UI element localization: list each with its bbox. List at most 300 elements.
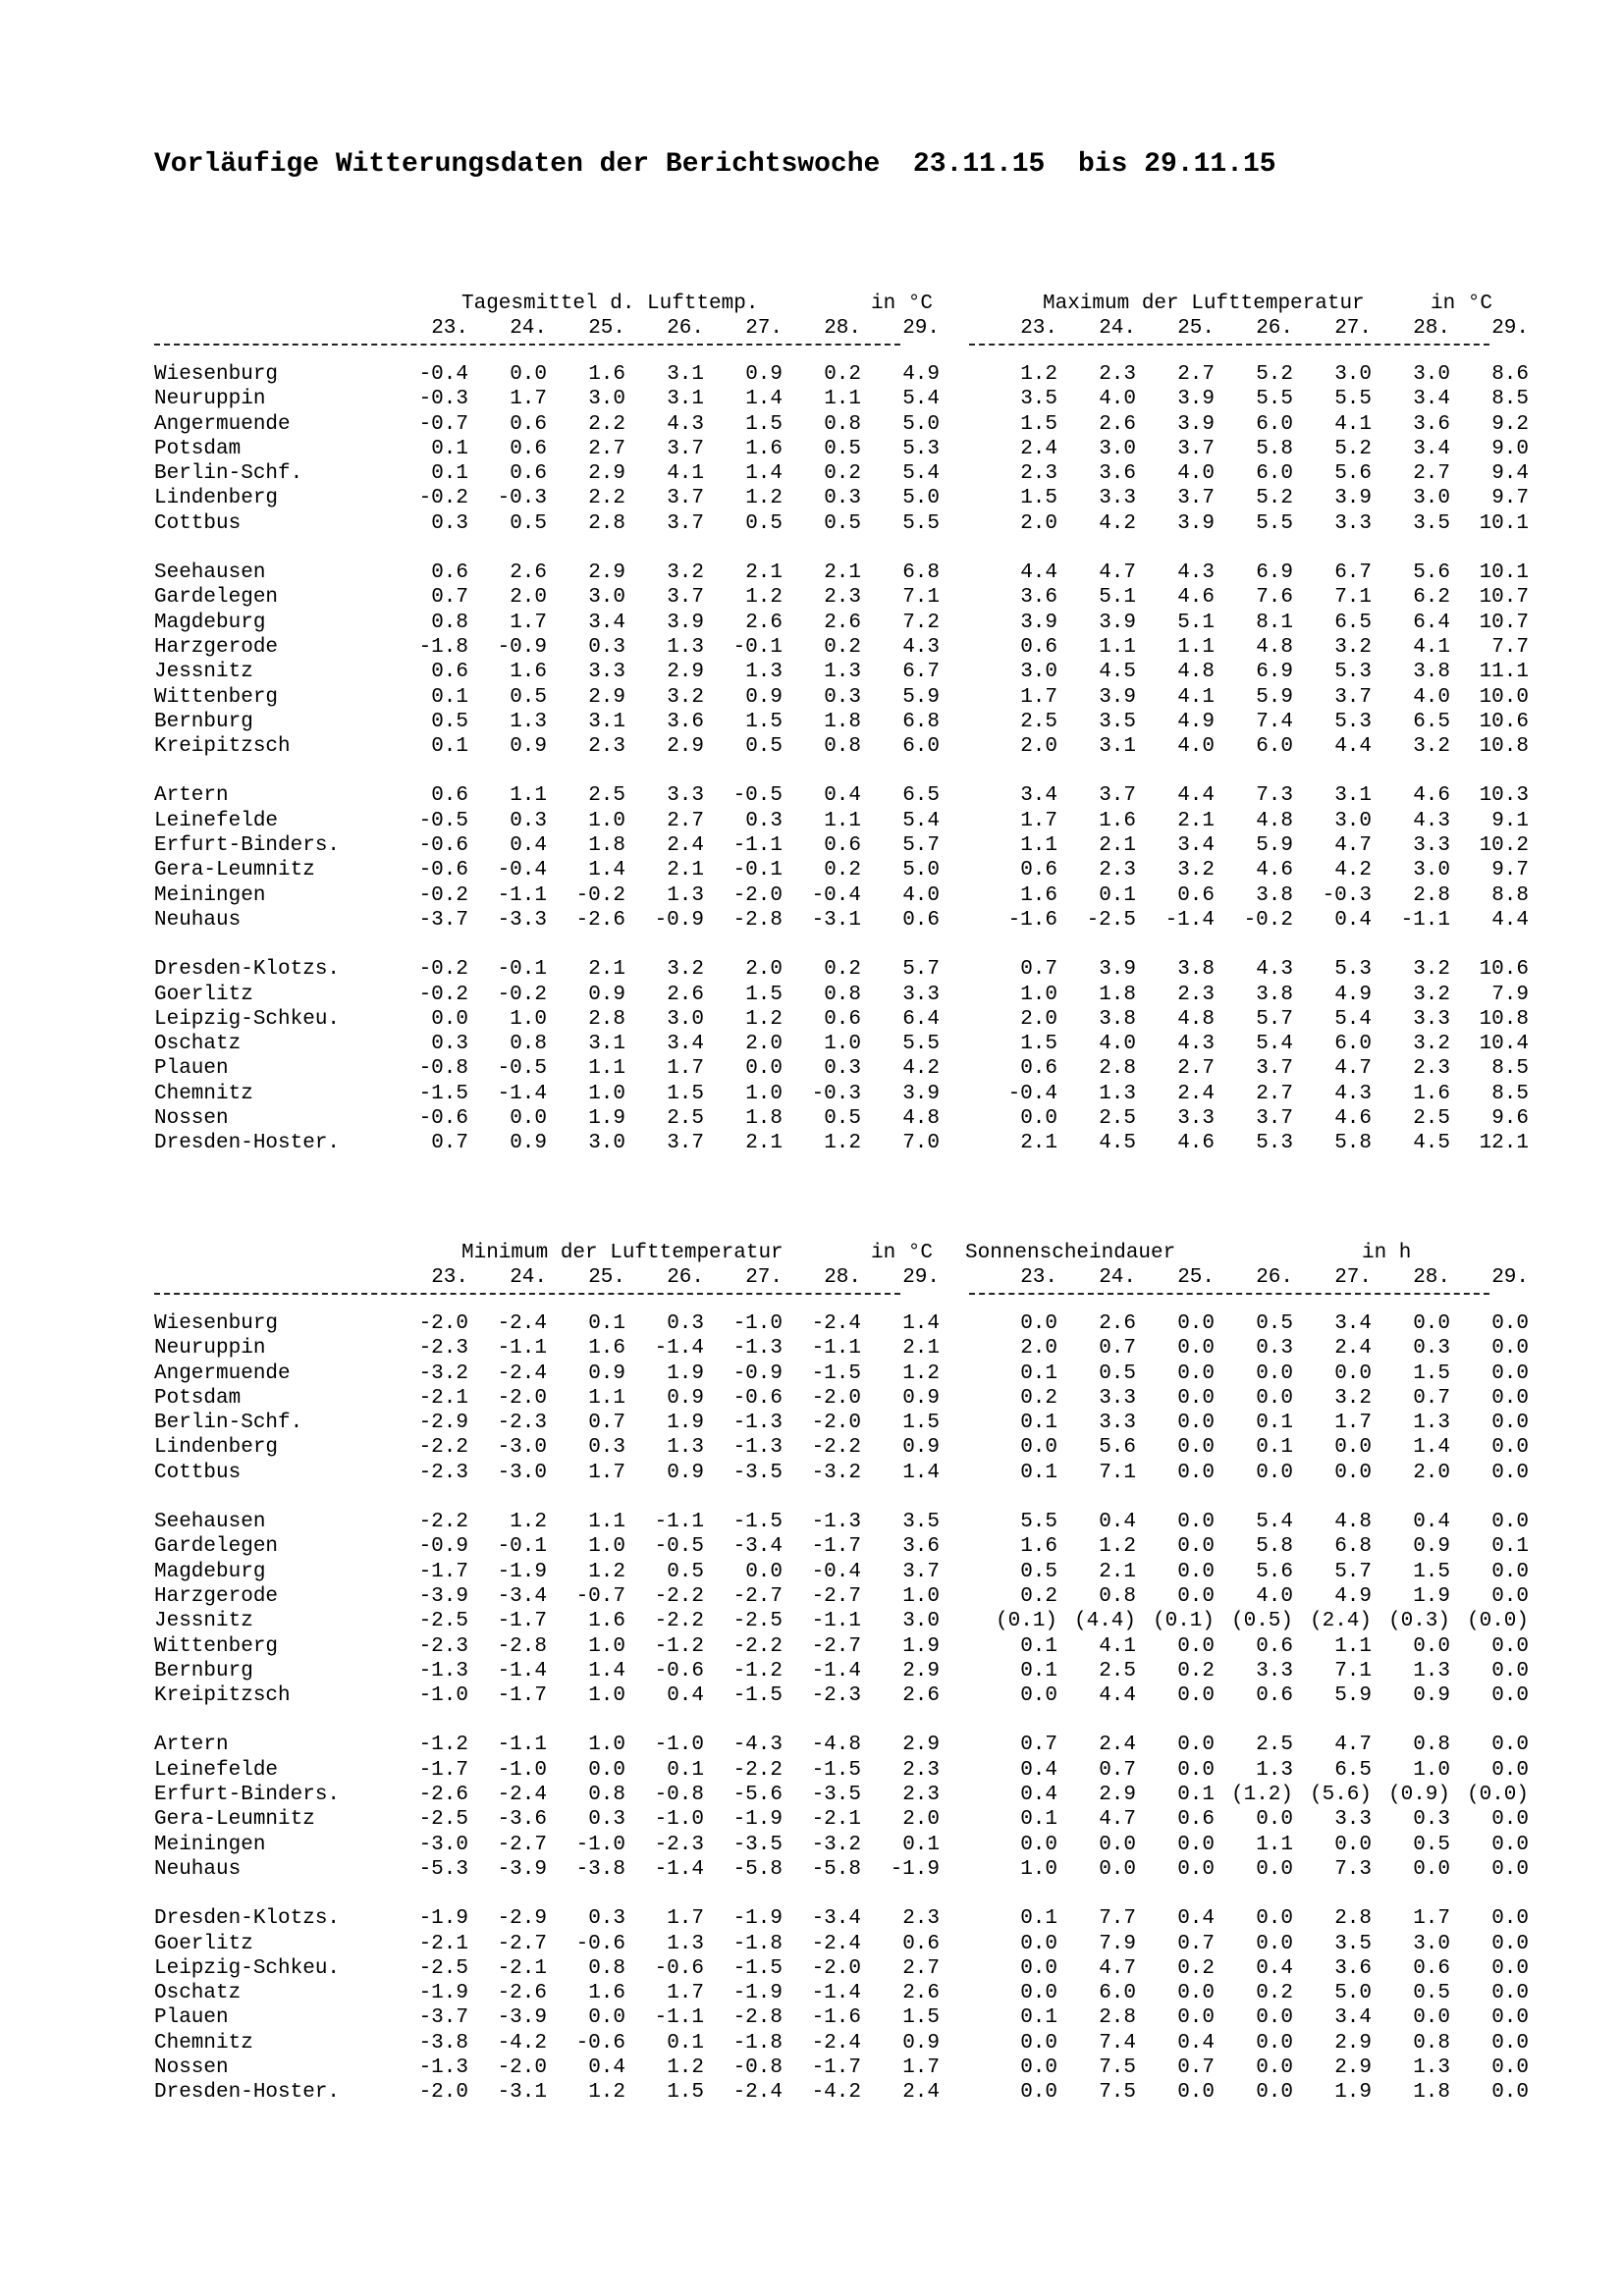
value-cell: 0.1 (431, 437, 468, 460)
value-cell: 5.6 (1256, 1560, 1293, 1583)
value-cell: 0.4 (1177, 1907, 1215, 1931)
value-cell: 5.4 (1256, 1033, 1293, 1056)
table-row (154, 1956, 1529, 1982)
table-row (154, 388, 1529, 412)
value-cell: 0.3 (431, 1033, 468, 1056)
value-cell: 2.0 (1413, 1461, 1450, 1484)
value-cell: 1.1 (824, 809, 861, 832)
value-cell: 0.1 (431, 685, 468, 709)
value-cell: 0.6 (510, 462, 547, 486)
value-cell: 2.8 (1099, 2006, 1136, 2030)
value-cell: 1.2 (824, 1132, 861, 1155)
value-cell: 4.4 (1177, 784, 1215, 808)
value-cell: -5.3 (418, 1857, 468, 1881)
value-cell: 0.8 (431, 611, 468, 634)
table-row (154, 1007, 1529, 1033)
value-cell: 2.4 (1334, 1337, 1372, 1361)
value-cell: 1.3 (1413, 2056, 1450, 2080)
value-cell: 1.5 (667, 2081, 704, 2105)
value-cell: 4.1 (1334, 412, 1372, 436)
right-section-unit: in °C (1431, 293, 1493, 315)
value-cell: 2.0 (745, 958, 783, 982)
value-cell: 0.0 (1177, 1833, 1215, 1856)
value-cell: 1.7 (667, 1057, 704, 1081)
value-cell: 0.5 (431, 710, 468, 733)
value-cell: 0.0 (1020, 2081, 1057, 2105)
value-cell: 1.4 (745, 388, 783, 411)
station-name: Leinefelde (154, 1758, 279, 1782)
value-cell: -3.2 (811, 1461, 861, 1484)
value-cell: 5.8 (1256, 1535, 1293, 1559)
value-cell: 2.0 (745, 1033, 783, 1056)
value-cell: 3.4 (1413, 437, 1450, 460)
value-cell: 4.8 (1177, 1007, 1215, 1031)
value-cell: 0.0 (1177, 1584, 1215, 1608)
value-cell: 1.0 (588, 1734, 625, 1757)
page-title: Vorläufige Witterungsdaten der Berichtswoche 23.11.15 bis 29.11.15 (154, 149, 1276, 180)
value-cell: 1.8 (824, 710, 861, 733)
value-cell: 0.0 (1020, 1982, 1057, 2005)
value-cell: -0.8 (418, 1057, 468, 1081)
value-cell: 4.7 (1334, 1734, 1372, 1757)
value-cell: 0.0 (1256, 2031, 1293, 2055)
value-cell: 1.0 (902, 1584, 940, 1608)
value-cell: 2.7 (1177, 1057, 1215, 1081)
value-cell: 10.4 (1479, 1033, 1529, 1056)
table-row (154, 1784, 1529, 1808)
table-row (154, 1337, 1529, 1362)
value-cell: -1.3 (732, 1436, 783, 1460)
value-cell: -3.7 (418, 2006, 468, 2030)
station-name: Neuruppin (154, 1337, 266, 1361)
value-cell: 1.2 (588, 1560, 625, 1583)
station-name: Kreipitzsch (154, 1684, 291, 1708)
value-cell: 3.9 (1020, 611, 1057, 634)
station-name: Goerlitz (154, 1932, 253, 1955)
value-cell: 0.1 (1491, 1535, 1529, 1559)
value-cell: 2.3 (1413, 1057, 1450, 1081)
value-cell: 2.7 (902, 1956, 940, 1980)
value-cell: 3.4 (1334, 2006, 1372, 2030)
value-cell: 4.1 (1099, 1634, 1136, 1658)
value-cell: 4.6 (1177, 1132, 1215, 1155)
station-name: Berlin-Schf. (154, 462, 303, 486)
value-cell: 2.9 (902, 1734, 940, 1757)
value-cell: 0.0 (1020, 1833, 1057, 1856)
value-cell: 0.3 (1413, 1808, 1450, 1832)
value-cell: 10.1 (1479, 511, 1529, 535)
value-cell: 2.6 (667, 983, 704, 1006)
value-cell: -2.5 (1086, 908, 1136, 932)
value-cell: -1.5 (811, 1362, 861, 1385)
value-cell: 1.3 (1413, 1412, 1450, 1435)
dashed-separator-left (154, 1293, 900, 1295)
value-cell: 0.1 (1020, 1461, 1057, 1484)
value-cell: 9.0 (1491, 437, 1529, 460)
value-cell: -2.6 (575, 908, 625, 932)
value-cell: -1.3 (732, 1337, 783, 1361)
value-cell: 7.7 (1099, 1907, 1136, 1931)
value-cell: 4.0 (1177, 735, 1215, 759)
value-cell: 0.8 (1413, 1734, 1450, 1757)
value-cell: -1.7 (497, 1610, 547, 1633)
value-cell: 1.2 (902, 1362, 940, 1385)
value-cell: 1.5 (1020, 412, 1057, 436)
value-cell: 0.5 (745, 735, 783, 759)
value-cell: 3.3 (1099, 1412, 1136, 1435)
value-cell: 2.5 (1099, 1107, 1136, 1131)
value-cell: 9.7 (1491, 487, 1529, 510)
station-name: Harzgerode (154, 635, 279, 659)
station-name: Potsdam (154, 1386, 242, 1410)
value-cell: 4.3 (1256, 958, 1293, 982)
value-cell: 3.6 (667, 710, 704, 733)
value-cell: 0.9 (667, 1386, 704, 1410)
value-cell: -0.6 (732, 1386, 783, 1410)
value-cell: 0.1 (1020, 1412, 1057, 1435)
station-name: Artern (154, 784, 229, 808)
value-cell: 1.8 (745, 1107, 783, 1131)
value-cell: 5.6 (1334, 462, 1372, 486)
value-cell: (4.4) (1073, 1610, 1136, 1633)
value-cell: 2.9 (588, 561, 625, 585)
value-cell: 0.3 (824, 1057, 861, 1081)
value-cell: 2.6 (902, 1982, 940, 2005)
value-cell: 1.6 (588, 1610, 625, 1633)
table-row (154, 1082, 1529, 1107)
value-cell: -1.7 (497, 1684, 547, 1708)
value-cell: 3.0 (1413, 859, 1450, 882)
value-cell: -3.5 (732, 1833, 783, 1856)
value-cell: 1.0 (588, 1535, 625, 1559)
station-name: Neuhaus (154, 1857, 242, 1881)
value-cell: 0.4 (667, 1684, 704, 1708)
value-cell: -1.3 (732, 1412, 783, 1435)
value-cell: 0.0 (1491, 1634, 1529, 1658)
station-name: Seehausen (154, 561, 266, 585)
value-cell: 3.8 (1256, 983, 1293, 1006)
value-cell: 1.0 (588, 1634, 625, 1658)
station-name: Nossen (154, 2056, 229, 2080)
value-cell: 3.9 (667, 611, 704, 634)
value-cell: 1.1 (1177, 635, 1215, 659)
table-row (154, 1057, 1529, 1082)
column-header-right-day: 25. (1177, 317, 1215, 340)
value-cell: -2.3 (418, 1461, 468, 1484)
value-cell: 0.2 (824, 363, 861, 386)
value-cell: -0.1 (497, 958, 547, 982)
value-cell: -3.1 (811, 908, 861, 932)
value-cell: 4.3 (1177, 561, 1215, 585)
value-cell: -3.2 (418, 1362, 468, 1385)
value-cell: 0.0 (1491, 1362, 1529, 1385)
table-row (154, 685, 1529, 711)
value-cell: 1.0 (588, 809, 625, 832)
value-cell: 0.0 (1413, 1634, 1450, 1658)
value-cell: 3.9 (1099, 611, 1136, 634)
value-cell: 10.8 (1479, 735, 1529, 759)
value-cell: -2.0 (418, 1312, 468, 1335)
right-section-title: Sonnenscheindauer (965, 1242, 1176, 1264)
value-cell: -2.0 (418, 2081, 468, 2105)
value-cell: 7.2 (902, 611, 940, 634)
value-cell: 1.6 (745, 437, 783, 460)
value-cell: 4.0 (1177, 462, 1215, 486)
value-cell: 2.2 (588, 487, 625, 510)
value-cell: 2.6 (824, 611, 861, 634)
value-cell: 0.0 (1177, 1386, 1215, 1410)
value-cell: 5.2 (1256, 487, 1293, 510)
value-cell: -2.4 (497, 1312, 547, 1335)
value-cell: 0.0 (1020, 1312, 1057, 1335)
column-header-right-day: 28. (1413, 317, 1450, 340)
value-cell: -4.8 (811, 1734, 861, 1757)
value-cell: 3.1 (588, 710, 625, 733)
value-cell: (0.9) (1387, 1784, 1450, 1807)
table-row (154, 883, 1529, 909)
value-cell: 0.0 (1177, 1535, 1215, 1559)
value-cell: 2.7 (1256, 1082, 1293, 1105)
value-cell: 0.0 (1177, 1461, 1215, 1484)
value-cell: 0.0 (1256, 1386, 1293, 1410)
value-cell: 2.4 (1177, 1082, 1215, 1105)
station-name: Wittenberg (154, 685, 279, 709)
value-cell: 3.2 (667, 958, 704, 982)
column-header-left-day: 25. (588, 1266, 625, 1289)
value-cell: (0.1) (1152, 1610, 1215, 1633)
value-cell: 1.5 (902, 2006, 940, 2030)
value-cell: -1.1 (497, 1337, 547, 1361)
value-cell: -2.1 (811, 1808, 861, 1832)
value-cell: 3.0 (1334, 363, 1372, 386)
value-cell: -0.3 (418, 388, 468, 411)
value-cell: 0.0 (1256, 2081, 1293, 2105)
value-cell: 0.0 (745, 1057, 783, 1081)
value-cell: 10.3 (1479, 784, 1529, 808)
value-cell: 5.7 (902, 958, 940, 982)
value-cell: -3.0 (497, 1436, 547, 1460)
column-header-left-day: 24. (510, 317, 547, 340)
value-cell: -0.7 (418, 412, 468, 436)
value-cell: 0.0 (1256, 1932, 1293, 1955)
value-cell: 1.4 (902, 1461, 940, 1484)
table-row (154, 661, 1529, 685)
value-cell: 3.5 (1020, 388, 1057, 411)
table-row (154, 511, 1529, 537)
value-cell: 4.6 (1413, 784, 1450, 808)
table-row (154, 586, 1529, 611)
value-cell: -2.0 (811, 1412, 861, 1435)
value-cell: -3.8 (418, 2031, 468, 2055)
value-cell: -1.0 (418, 1684, 468, 1708)
value-cell: 4.2 (1099, 511, 1136, 535)
value-cell: 4.3 (1413, 809, 1450, 832)
column-header-right-day: 26. (1256, 317, 1293, 340)
value-cell: 4.0 (1099, 388, 1136, 411)
value-cell: 0.0 (1020, 1107, 1057, 1131)
value-cell: 5.7 (902, 834, 940, 858)
station-name: Harzgerode (154, 1584, 279, 1608)
value-cell: 0.2 (824, 958, 861, 982)
value-cell: 0.0 (1177, 1436, 1215, 1460)
dashed-separator-left (154, 344, 900, 346)
value-cell: 9.2 (1491, 412, 1529, 436)
value-cell: 0.6 (902, 1932, 940, 1955)
value-cell: 0.8 (824, 735, 861, 759)
value-cell: -0.5 (497, 1057, 547, 1081)
value-cell: 1.0 (1020, 1857, 1057, 1881)
value-cell: 4.1 (667, 462, 704, 486)
value-cell: 0.0 (1491, 1386, 1529, 1410)
value-cell: -2.1 (418, 1932, 468, 1955)
value-cell: 3.3 (1413, 1007, 1450, 1031)
value-cell: -1.7 (418, 1758, 468, 1782)
value-cell: 0.9 (745, 685, 783, 709)
value-cell: 1.6 (588, 363, 625, 386)
value-cell: 3.2 (1177, 859, 1215, 882)
value-cell: -2.5 (732, 1610, 783, 1633)
value-cell: 0.0 (1491, 1659, 1529, 1682)
value-cell: 3.2 (1413, 958, 1450, 982)
value-cell: 0.9 (745, 363, 783, 386)
value-cell: 7.1 (1334, 1659, 1372, 1682)
value-cell: 0.6 (1020, 635, 1057, 659)
value-cell: 0.0 (1177, 1634, 1215, 1658)
station-name: Chemnitz (154, 1082, 253, 1105)
station-name: Dresden-Hoster. (154, 1132, 341, 1155)
value-cell: 3.4 (588, 611, 625, 634)
value-cell: 2.1 (667, 859, 704, 882)
column-header-right-day: 23. (1020, 317, 1057, 340)
value-cell: 1.6 (588, 1982, 625, 2005)
value-cell: 3.4 (1334, 1312, 1372, 1335)
table-row (154, 1436, 1529, 1461)
value-cell: -3.9 (418, 1584, 468, 1608)
table-row (154, 462, 1529, 487)
value-cell: 0.9 (902, 1386, 940, 1410)
value-cell: 4.9 (1334, 983, 1372, 1006)
dashed-separator-right (969, 344, 1489, 346)
value-cell: -2.3 (497, 1412, 547, 1435)
value-cell: 6.5 (902, 784, 940, 808)
table-row (154, 1932, 1529, 1957)
value-cell: 0.5 (1099, 1362, 1136, 1385)
value-cell: 0.8 (588, 1784, 625, 1807)
value-cell: 1.1 (510, 784, 547, 808)
value-cell: 0.0 (1177, 1412, 1215, 1435)
value-cell: -2.1 (497, 1956, 547, 1980)
value-cell: 3.3 (1334, 1808, 1372, 1832)
value-cell: 1.5 (745, 412, 783, 436)
value-cell: 1.6 (588, 1337, 625, 1361)
value-cell: 1.5 (667, 1082, 704, 1105)
value-cell: 2.9 (1099, 1784, 1136, 1807)
value-cell: -0.2 (1243, 908, 1293, 932)
value-cell: 0.4 (824, 784, 861, 808)
value-cell: 2.0 (1020, 1337, 1057, 1361)
value-cell: -0.3 (811, 1082, 861, 1105)
value-cell: -1.6 (1007, 908, 1057, 932)
value-cell: 0.6 (431, 661, 468, 684)
value-cell: 2.9 (667, 661, 704, 684)
value-cell: 0.5 (1413, 1982, 1450, 2005)
value-cell: 5.2 (1334, 437, 1372, 460)
value-cell: 0.6 (1177, 1808, 1215, 1832)
column-header-left-day: 28. (824, 317, 861, 340)
value-cell: -1.3 (418, 1659, 468, 1682)
value-cell: 5.9 (1256, 685, 1293, 709)
value-cell: 0.5 (510, 685, 547, 709)
value-cell: -1.3 (418, 2056, 468, 2080)
value-cell: 3.2 (1334, 1386, 1372, 1410)
value-cell: 0.0 (1256, 2006, 1293, 2030)
table-row (154, 1033, 1529, 1057)
value-cell: 5.9 (902, 685, 940, 709)
station-name: Erfurt-Binders. (154, 834, 341, 858)
table-row (154, 1362, 1529, 1387)
value-cell: -1.9 (497, 1560, 547, 1583)
value-cell: 10.7 (1479, 586, 1529, 610)
value-cell: 0.0 (1177, 1684, 1215, 1708)
station-group (154, 784, 1529, 934)
value-cell: 4.0 (1256, 1584, 1293, 1608)
value-cell: 0.0 (745, 1560, 783, 1583)
value-cell: 6.4 (902, 1007, 940, 1031)
table-row (154, 1312, 1529, 1337)
value-cell: 1.3 (1413, 1659, 1450, 1682)
value-cell: -3.8 (575, 1857, 625, 1881)
value-cell: 0.4 (1020, 1758, 1057, 1782)
value-cell: 0.0 (1334, 1436, 1372, 1460)
value-cell: 0.1 (1020, 1659, 1057, 1682)
station-groups (154, 363, 1529, 1182)
value-cell: 3.7 (667, 437, 704, 460)
value-cell: 4.5 (1099, 1132, 1136, 1155)
value-cell: 0.1 (1177, 1784, 1215, 1807)
value-cell: 3.6 (1413, 412, 1450, 436)
value-cell: 4.3 (667, 412, 704, 436)
value-cell: 3.3 (1099, 487, 1136, 510)
station-group (154, 1312, 1529, 1486)
value-cell: -3.4 (732, 1535, 783, 1559)
value-cell: 0.7 (431, 586, 468, 610)
value-cell: 3.0 (1020, 661, 1057, 684)
value-cell: 2.1 (1177, 809, 1215, 832)
value-cell: 0.0 (1491, 1932, 1529, 1955)
table-row (154, 1461, 1529, 1486)
value-cell: 1.0 (1413, 1758, 1450, 1782)
value-cell: 3.8 (1177, 958, 1215, 982)
value-cell: 2.6 (1099, 1312, 1136, 1335)
value-cell: 0.1 (1020, 1907, 1057, 1931)
value-cell: -3.4 (811, 1907, 861, 1931)
value-cell: 1.4 (588, 1659, 625, 1682)
value-cell: 6.8 (902, 561, 940, 585)
value-cell: 1.9 (902, 1634, 940, 1658)
value-cell: 0.0 (1020, 1684, 1057, 1708)
value-cell: -2.3 (418, 1634, 468, 1658)
value-cell: 0.4 (1020, 1784, 1057, 1807)
value-cell: -0.9 (418, 1535, 468, 1559)
value-cell: (0.0) (1466, 1610, 1529, 1633)
value-cell: 12.1 (1479, 1132, 1529, 1155)
table-row (154, 1758, 1529, 1784)
station-name: Bernburg (154, 1659, 253, 1682)
value-cell: 0.2 (1177, 1659, 1215, 1682)
value-cell: 0.3 (588, 1907, 625, 1931)
value-cell: 5.4 (902, 809, 940, 832)
right-section-unit: in h (1362, 1242, 1412, 1264)
